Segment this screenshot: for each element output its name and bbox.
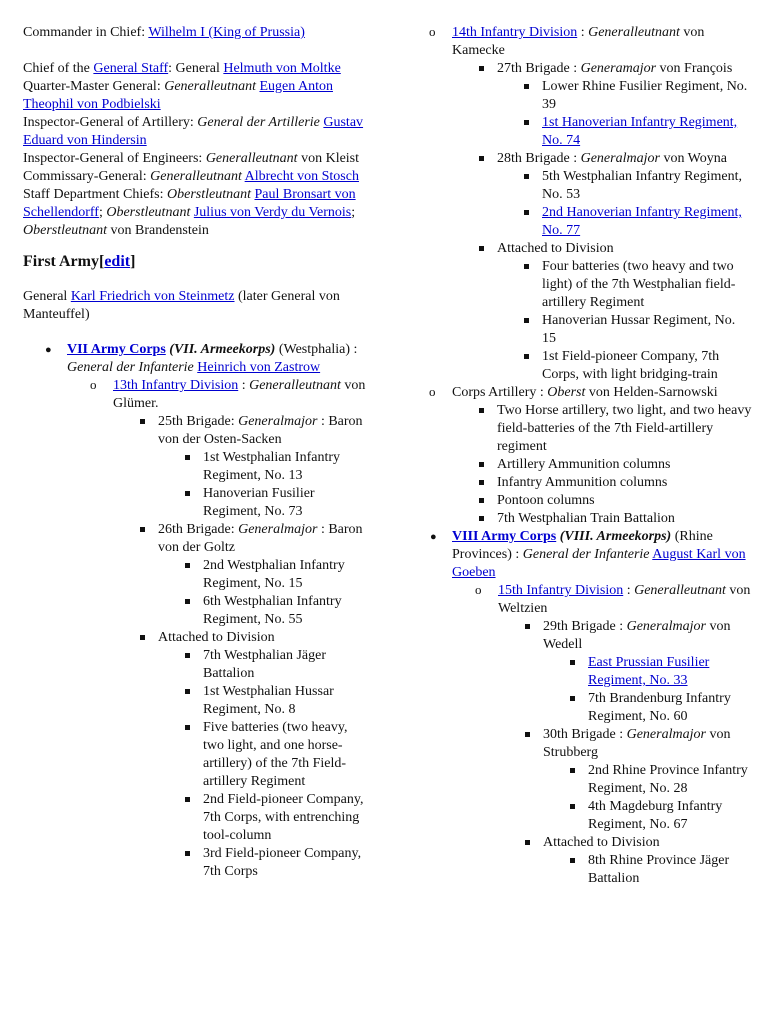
- artillery-inspector-line: Inspector-General of Artillery: General der Artillerie Gustav Eduard von Hindersin: [23, 115, 364, 148]
- list-item: [497, 114, 752, 150]
- list-item: 7th Westphalian Train Battalion: [452, 510, 752, 528]
- staff-chiefs-line: Staff Department Chiefs: Oberstleutnant Paul Bronsart von Schellendorff; Oberstleutnant Julius von Verdy du Vernois; Oberstleutnant von Brandenstein: [23, 187, 356, 238]
- div13-link[interactable]: 13th Infantry Division: [113, 378, 239, 393]
- commander-link[interactable]: Wilhelm I (King of Prussia): [148, 25, 305, 40]
- list-item: Attached to Division Four batteries (two heavy and two light) of the 7th Westphalian field-artillery Regiment Hanoverian Hussar Regiment, No. 15 1st Field-pioneer Company, 7th Corps, with light bridging-train: [452, 240, 752, 384]
- list-item: 1st Field-pioneer Company, 7th Corps, with light bridging-train: [497, 348, 752, 384]
- list-item: o 15th Infantry Division : Generalleutnant von Weltzien 29th Brigade : Generalmajor von Wedell East Prussian Fusilier Regiment, No. 33 7th Brandenburg Infantry Regiment, No. 60 30th Brigade : Generalmajor von Strubberg 2nd Rhine Province Infantry Regiment, No. 28 4th Magdeburg Infantry Regiment, No. 67 Attached to Division 8th Rhine Province Jäger Battalion: [452, 582, 752, 888]
- list-item: 29th Brigade : Generalmajor von Wedell East Prussian Fusilier Regiment, No. 33 7th Brandenburg Infantry Regiment, No. 60: [498, 618, 752, 726]
- list-item: Infantry Ammunition columns: [452, 474, 752, 492]
- div14-link[interactable]: 14th Infantry Division: [452, 25, 578, 40]
- viii-corps-link[interactable]: VIII Army Corps: [452, 529, 557, 544]
- list-item: [543, 654, 752, 690]
- list-item: 7th Westphalian Jäger Battalion: [158, 647, 368, 683]
- commissary-line: Commissary-General: Generalleutnant Albrecht von Stosch: [23, 169, 359, 184]
- edit-link[interactable]: edit: [104, 253, 131, 270]
- vii-corps-link[interactable]: VII Army Corps: [67, 342, 166, 357]
- moltke-link[interactable]: Helmuth von Moltke: [223, 61, 341, 76]
- list-item: Two Horse artillery, two light, and two heavy field-batteries of the 7th Field-artillery regiment: [452, 402, 752, 456]
- list-item: o 13th Infantry Division : Generalleutnant von Glümer. 25th Brigade: Generalmajor : Baron von der Osten-Sacken 1st Westphalian Infantry Regiment, No. 13 Hanoverian Fusilier Regiment, No. 73 26th Brigade: Generalmajor : Baron von der Goltz 2nd Westphalian Infantry Regiment, No. 15 6th Westphalian Infantry Regiment, No. 55 Attached to Division 7th Westphalian Jäger Battalion 1st Westphalian Hussar Regiment, No. 8 Five batteries (two heavy, two light, and one horse-artillery) of the 7th Field-artillery Regiment 2nd Field-pioneer Company, 7th Corps, with entrenching tool-column 3rd Field-pioneer Company, 7th Corps: [67, 377, 368, 881]
- first-army-general: General Karl Friedrich von Steinmetz (later General von Manteuffel): [23, 289, 340, 322]
- hindersin-link[interactable]: Gustav Eduard von Hindersin: [23, 115, 364, 148]
- list-item: o Corps Artillery : Oberst von Helden-Sarnowski Two Horse artillery, two light, and two heavy field-batteries of the 7th Field-artillery regiment Artillery Ammunition columns Infantry Ammunition columns Pontoon columns 7th Westphalian Train Battalion: [406, 384, 752, 528]
- list-item: Pontoon columns: [452, 492, 752, 510]
- list-item: Attached to Division 8th Rhine Province Jäger Battalion: [498, 834, 752, 888]
- list-item: 1st Westphalian Infantry Regiment, No. 13: [158, 449, 368, 485]
- list-item: Five batteries (two heavy, two light, and one horse-artillery) of the 7th Field-artillery Regiment: [158, 719, 368, 791]
- list-item: 25th Brigade: Generalmajor : Baron von der Osten-Sacken 1st Westphalian Infantry Regiment, No. 13 Hanoverian Fusilier Regiment, No. 73: [113, 413, 368, 521]
- engineer-inspector-line: Inspector-General of Engineers: Generalleutnant von Kleist: [23, 151, 360, 166]
- list-item: [497, 204, 752, 240]
- list-item: Hanoverian Fusilier Regiment, No. 73: [158, 485, 368, 521]
- list-item: ● VII Army Corps (VII. Armeekorps) (Westphalia) : General der Infanterie Heinrich von Zastrow o 13th Infantry Division : Generalleutnant von Glümer. 25th Brigade: Generalmajor : Baron von der Osten-Sacken 1st Westphalian Infantry Regiment, No. 13 Hanoverian Fusilier Regiment, No. 73 26th Brigade: Generalmajor : Baron von der Goltz 2nd Westphalian Infantry Regiment, No. 15 6th Westphalian Infantry Regiment, No. 55 Attached to Division 7th Westphalian Jäger Battalion 1st Westphalian Hussar Regiment, No. 8 Five batteries (two heavy, two light, and one horse-artillery) of the 7th Field-artillery Regiment 2nd Field-pioneer Company, 7th Corps, with entrenching tool-column 3rd Field-pioneer Company, 7th Corps: [23, 341, 368, 881]
- hanoverian-74-link[interactable]: 1st Hanoverian Infantry Regiment, No. 74: [542, 115, 738, 148]
- zastrow-link[interactable]: Heinrich von Zastrow: [197, 360, 321, 375]
- general-staff-link[interactable]: General Staff: [93, 61, 169, 76]
- first-army-heading: First Army[edit]: [23, 253, 136, 270]
- stosch-link[interactable]: Albrecht von Stosch: [244, 169, 359, 184]
- verdy-link[interactable]: Julius von Verdy du Vernois: [193, 205, 352, 220]
- list-item: 2nd Westphalian Infantry Regiment, No. 15: [158, 557, 368, 593]
- list-item: 8th Rhine Province Jäger Battalion: [543, 852, 752, 888]
- list-item: Four batteries (two heavy and two light) of the 7th Westphalian field-artillery Regiment: [497, 258, 752, 312]
- list-item: 26th Brigade: Generalmajor : Baron von der Goltz 2nd Westphalian Infantry Regiment, No. 15 6th Westphalian Infantry Regiment, No. 55: [113, 521, 368, 629]
- list-item: 28th Brigade : Generalmajor von Woyna 5th Westphalian Infantry Regiment, No. 53 2nd Hanoverian Infantry Regiment, No. 77: [452, 150, 752, 240]
- hanoverian-77-link[interactable]: 2nd Hanoverian Infantry Regiment, No. 77: [542, 205, 742, 238]
- right-column: [452, 24, 752, 888]
- commander-line: Commander in Chief: Wilhelm I (King of Prussia): [23, 25, 305, 40]
- list-item: Attached to Division 7th Westphalian Jäger Battalion 1st Westphalian Hussar Regiment, No. 8 Five batteries (two heavy, two light, and one horse-artillery) of the 7th Field-artillery Regiment 2nd Field-pioneer Company, 7th Corps, with entrenching tool-column 3rd Field-pioneer Company, 7th Corps: [113, 629, 368, 881]
- list-item: o 14th Infantry Division : Generalleutnant von Kamecke 27th Brigade : Generamajor von François Lower Rhine Fusilier Regiment, No. 39 1st Hanoverian Infantry Regiment, No. 74 28th Brigade : Generalmajor von Woyna 5th Westphalian Infantry Regiment, No. 53 2nd Hanoverian Infantry Regiment, No. 77 Attached to Division Four batteries (two heavy and two light) of the 7th Westphalian field-artillery Regiment Hanoverian Hussar Regiment, No. 15 1st Field-pioneer Company, 7th Corps, with light bridging-train: [406, 24, 752, 384]
- list-item: 5th Westphalian Infantry Regiment, No. 53: [497, 168, 752, 204]
- list-item: 30th Brigade : Generalmajor von Strubberg 2nd Rhine Province Infantry Regiment, No. 28 4th Magdeburg Infantry Regiment, No. 67: [498, 726, 752, 834]
- list-item: 2nd Field-pioneer Company, 7th Corps, with entrenching tool-column: [158, 791, 368, 845]
- list-item: Lower Rhine Fusilier Regiment, No. 39: [497, 78, 752, 114]
- left-column: [23, 24, 368, 881]
- list-item: Hanoverian Hussar Regiment, No. 15: [497, 312, 752, 348]
- list-item: ● VIII Army Corps (VIII. Armeekorps) (Rhine Provinces) : General der Infanterie August Karl von Goeben o 15th Infantry Division : Generalleutnant von Weltzien 29th Brigade : Generalmajor von Wedell East Prussian Fusilier Regiment, No. 33 7th Brandenburg Infantry Regiment, No. 60 30th Brigade : Generalmajor von Strubberg 2nd Rhine Province Infantry Regiment, No. 28 4th Magdeburg Infantry Regiment, No. 67 Attached to Division 8th Rhine Province Jäger Battalion: [408, 528, 752, 888]
- list-item: Artillery Ammunition columns: [452, 456, 752, 474]
- list-item: 7th Brandenburg Infantry Regiment, No. 60: [543, 690, 752, 726]
- podbielski-link[interactable]: Eugen Anton Theophil von Podbielski: [23, 79, 333, 112]
- list-item: 4th Magdeburg Infantry Regiment, No. 67: [543, 798, 752, 834]
- list-item: 1st Westphalian Hussar Regiment, No. 8: [158, 683, 368, 719]
- first-army-list: [23, 341, 368, 881]
- quartermaster-line: Quarter-Master General: Generalleutnant Eugen Anton Theophil von Podbielski: [23, 79, 333, 112]
- list-item: 6th Westphalian Infantry Regiment, No. 55: [158, 593, 368, 629]
- list-item: 3rd Field-pioneer Company, 7th Corps: [158, 845, 368, 881]
- list-item: 2nd Rhine Province Infantry Regiment, No. 28: [543, 762, 752, 798]
- goeben-link[interactable]: August Karl von Goeben: [452, 547, 746, 580]
- east-prussian-33-link[interactable]: East Prussian Fusilier Regiment, No. 33: [588, 655, 710, 688]
- list-item: 27th Brigade : Generamajor von François Lower Rhine Fusilier Regiment, No. 39 1st Hanoverian Infantry Regiment, No. 74: [452, 60, 752, 150]
- div15-link[interactable]: 15th Infantry Division: [498, 583, 624, 598]
- chief-of-staff-line: Chief of the General Staff: General Helmuth von Moltke: [23, 61, 341, 76]
- steinmetz-link[interactable]: Karl Friedrich von Steinmetz: [70, 289, 235, 304]
- bronsart-link[interactable]: Paul Bronsart von Schellendorff: [23, 187, 356, 220]
